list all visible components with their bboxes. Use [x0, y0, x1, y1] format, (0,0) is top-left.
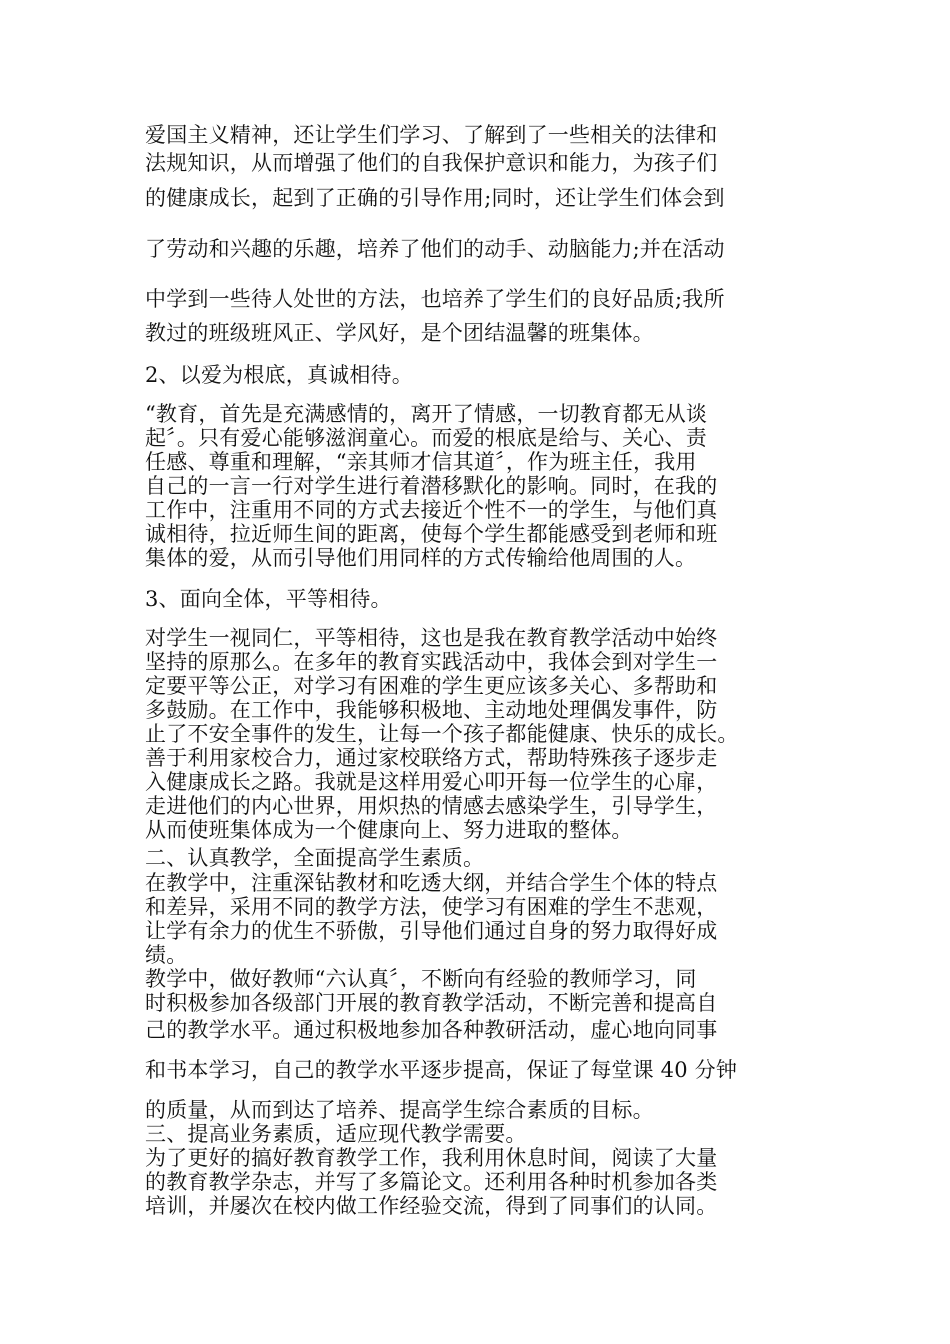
text-line: 定要平等公正，对学习有困难的学生更应该多关心、多帮助和: [145, 674, 718, 698]
text-line: 的健康成长，起到了正确的引导作用;同时，还让学生们体会到: [145, 186, 725, 210]
text-line: 止了不安全事件的发生，让每一个孩子都能健康、快乐的成长。: [145, 722, 739, 746]
section-heading: 2、以爱为根底，真诚相待。: [145, 363, 413, 387]
text-line: 时积极参加各级部门开展的教育教学活动，不断完善和提高自: [145, 991, 718, 1015]
text-line: 了劳动和兴趣的乐趣，培养了他们的动手、动脑能力;并在活动: [145, 237, 725, 261]
text-line: 的质量，从而到达了培养、提高学生综合素质的目标。: [145, 1098, 654, 1122]
text-line: 起〞。只有爱心能够滋润童心。而爱的根底是给与、关心、责: [145, 426, 707, 450]
text-line: 善于利用家校合力，通过家校联络方式，帮助特殊孩子逐步走: [145, 746, 718, 770]
text-line: 和差异，采用不同的教学方法，使学习有困难的学生不悲观，: [145, 895, 718, 919]
text-line: 让学有余力的优生不骄傲，引导他们通过自身的努力取得好成: [145, 919, 718, 943]
text-line: 工作中，注重用不同的方式去接近个性不一的学生，与他们真: [145, 498, 718, 522]
text-line: 的教育教学杂志，并写了多篇论文。还利用各种时机参加各类: [145, 1170, 718, 1194]
text-line: 多鼓励。在工作中，我能够积极地、主动地处理偶发事件，防: [145, 698, 718, 722]
text-line: 对学生一视同仁，平等相待，这也是我在教育教学活动中始终: [145, 626, 718, 650]
text-line: 诚相待，拉近师生间的距离，使每个学生都能感受到老师和班: [145, 522, 718, 546]
text-line: 集体的爱，从而引导他们用同样的方式传输给他周围的人。: [145, 546, 697, 570]
section-heading: 二、认真教学，全面提高学生素质。: [145, 846, 485, 870]
text-line: 己的教学水平。通过积极地参加各种教研活动，虚心地向同事: [145, 1018, 718, 1042]
text-line: 爱国主义精神，还让学生们学习、了解到了一些相关的法律和: [145, 123, 718, 147]
text-line: 法规知识，从而增强了他们的自我保护意识和能力，为孩子们: [145, 151, 718, 175]
section-heading: 3、面向全体，平等相待。: [145, 587, 392, 611]
text-line: 和书本学习，自己的教学水平逐步提高，保证了每堂课 40 分钟: [145, 1058, 738, 1082]
text-line: 中学到一些待人处世的方法，也培养了学生们的良好品质;我所: [145, 287, 725, 311]
text-line: 自己的一言一行对学生进行着潜移默化的影响。同时，在我的: [145, 474, 718, 498]
text-line: 培训，并屡次在校内做工作经验交流，得到了同事们的认同。: [145, 1194, 718, 1218]
text-line: 坚持的原那么。在多年的教育实践活动中，我体会到对学生一: [145, 650, 718, 674]
text-line: 教过的班级班风正、学风好，是个团结温馨的班集体。: [145, 321, 654, 345]
text-line: 任感、尊重和理解，“亲其师才信其道〞，作为班主任，我用: [145, 450, 697, 474]
text-line: 从而使班集体成为一个健康向上、努力进取的整体。: [145, 818, 633, 842]
text-line: 在教学中，注重深钻教材和吃透大纲，并结合学生个体的特点: [145, 871, 718, 895]
text-line: 教学中，做好教师“六认真〞，不断向有经验的教师学习，同: [145, 967, 697, 991]
section-heading: 三、提高业务素质，适应现代教学需要。: [145, 1122, 527, 1146]
text-line: 入健康成长之路。我就是这样用爱心叩开每一位学生的心扉，: [145, 770, 718, 794]
text-line: “教育，首先是充满感情的，离开了情感，一切教育都无从谈: [145, 402, 708, 426]
text-line: 走进他们的内心世界，用炽热的情感去感染学生，引导学生，: [145, 794, 718, 818]
text-line: 为了更好的搞好教育教学工作，我利用休息时间，阅读了大量: [145, 1146, 718, 1170]
text-line: 绩。: [145, 943, 188, 967]
